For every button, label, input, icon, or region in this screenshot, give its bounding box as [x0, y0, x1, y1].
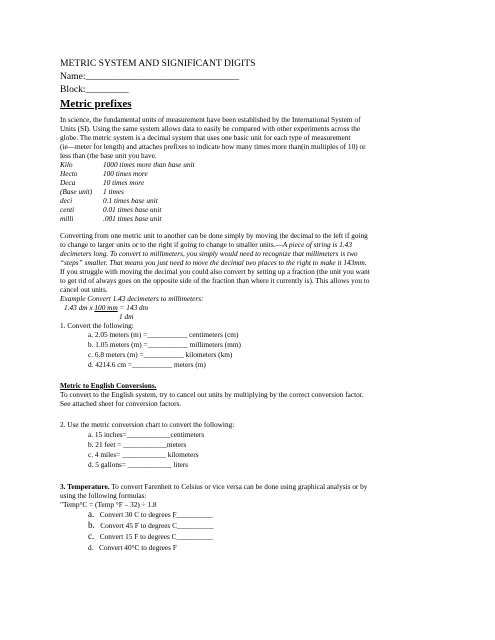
prefix-name: centi — [60, 205, 75, 214]
block-line: Block:_________ — [60, 84, 129, 95]
example-string-text: A piece of string is 1.43 — [282, 240, 352, 249]
converting-text: to change to larger units or to the right if going to change to smaller units.— — [60, 240, 283, 249]
converting-line: Converting from one metric unit to another can be done simply by moving the decimal to the left if going — [60, 231, 368, 240]
question-3-item — [88, 543, 177, 552]
prefix-desc: 0.1 times base unit — [103, 196, 158, 205]
question-3-item — [88, 510, 213, 519]
prefix-desc: 1 times — [103, 187, 124, 196]
item-letter: b. — [88, 520, 95, 530]
intro-line: globe. The metric system is a decimal system that uses one basic unit for each type of measurement — [60, 133, 351, 142]
temperature-heading: 3. Temperature. — [60, 482, 110, 491]
question-2-item: c. 4 miles= ____________ kilometers — [88, 450, 199, 459]
question-1-item: a. 2.05 meters (m) =___________ centimeters (cm) — [88, 330, 239, 339]
item-text: Convert 30 C to degrees F__________ — [99, 510, 214, 519]
example-eq-right: = 143 dm — [117, 303, 148, 312]
prefix-name: deci — [60, 196, 73, 205]
prefix-desc: 0.01 times base unit — [103, 205, 162, 214]
example-label: Example Convert 1.43 decimeters to millimeters: — [60, 294, 204, 303]
item-text: Convert 40°C to degrees F — [98, 543, 177, 552]
item-text: Convert 45 F to degrees C__________ — [100, 521, 214, 530]
question-1-prompt: 1. Convert the following: — [60, 321, 134, 330]
intro-line: In science, the fundamental units of measurement have been established by the International System of — [60, 115, 361, 124]
example-eq-denominator: 1 dm — [119, 312, 134, 321]
converting-line: “steps” smaller. That means you just need to move the decimal two places to the right to make it 143mm. — [60, 258, 367, 267]
example-eq-numerator: 100 mm — [94, 303, 118, 312]
intro-line: (ie—meter for length) and attaches prefixes to indicate how many times more than(in multiples of 10) or — [60, 142, 366, 151]
converting-line: decimeters long. To convert to millimeters, you simply would need to recognize that millimeters is two — [60, 249, 358, 258]
item-letter: d. — [88, 543, 94, 552]
converting-line: If you struggle with moving the decimal you could also convert by setting up a fraction (the unit you want — [60, 267, 370, 276]
name-line: Name:________________________________ — [60, 71, 240, 82]
question-2-prompt: 2. Use the metric conversion chart to convert the following: — [60, 420, 235, 429]
worksheet-title: METRIC SYSTEM AND SIGNIFICANT DIGITS — [60, 58, 256, 69]
converting-line: to get rid of always goes on the opposite side of the fraction than where it currently is). This allows you to — [60, 276, 370, 285]
prefix-desc: 1000 times more than base unit — [103, 160, 195, 169]
example-eq-left: 1.43 dm x — [64, 303, 95, 312]
prefix-name: milli — [60, 214, 74, 223]
prefix-desc: 100 times more — [103, 169, 148, 178]
question-2-item: b. 21 feet = ____________meters — [88, 440, 187, 449]
temperature-line: using the following formulas: — [60, 491, 147, 500]
prefix-desc: .001 times base unit — [103, 214, 162, 223]
intro-line: Units (SI). Using the same system allows data to easily be compared with other experiments across the — [60, 124, 361, 133]
item-letter: a. — [88, 509, 95, 519]
english-line: To convert to the English system, try to cancel out units by multiplying by the correct conversion factor. — [60, 390, 364, 399]
metric-prefixes-heading: Metric prefixes — [60, 98, 132, 110]
question-1-item: c. 6.8 meters (m) =___________ kilometers (km) — [88, 350, 233, 359]
prefix-desc: 10 times more — [103, 178, 145, 187]
prefix-name: Kilo — [60, 160, 73, 169]
question-2-item: a. 15 inches=____________centimeters — [88, 430, 205, 439]
english-line: See attached sheet for conversion factors. — [60, 399, 182, 408]
question-3-item — [88, 521, 214, 530]
converting-line: cancel out units. — [60, 285, 108, 294]
prefix-name: Deca — [60, 178, 76, 187]
item-letter: c. — [88, 531, 95, 541]
question-1-item: b. 1.05 meters (m) =___________ millimeters (mm) — [88, 340, 241, 349]
prefix-name: Hecto — [60, 169, 78, 178]
converting-line — [60, 240, 352, 249]
english-conversions-heading: Metric to English Conversions. — [60, 381, 157, 390]
temperature-text: To convert Farenheit to Celsius or vice versa can be done using graphical analysis or by — [109, 482, 368, 491]
temperature-formula: "Temp°C = (Temp °F – 32) ÷ 1.8 — [60, 500, 157, 509]
question-1-item: d. 4214.6 cm =___________ meters (m) — [88, 360, 206, 369]
temperature-line — [60, 482, 367, 491]
question-2-item: d. 5 gallons= ____________ liters — [88, 460, 188, 469]
example-equation — [64, 303, 148, 312]
intro-line: less than (the base unit you have. — [60, 151, 157, 160]
prefix-name: (Base unit) — [60, 187, 93, 196]
question-3-item — [88, 532, 213, 541]
item-text: Convert 15 F to degrees C__________ — [99, 532, 214, 541]
